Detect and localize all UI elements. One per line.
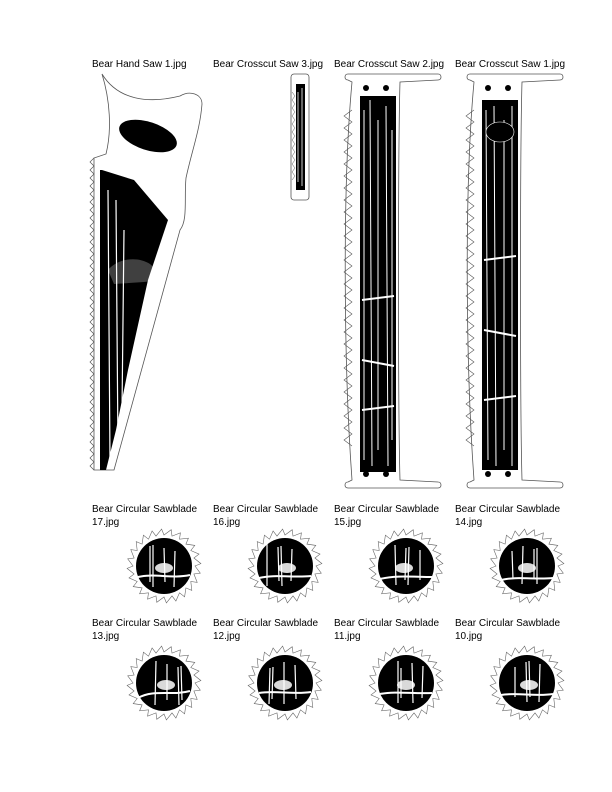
caption-blade-13: Bear Circular Sawblade 13.jpg	[92, 618, 198, 642]
sawblade-16-image	[247, 528, 323, 604]
caption-blade-17: Bear Circular Sawblade 17.jpg	[92, 504, 198, 528]
crosscut-saw-3-image	[289, 72, 311, 202]
caption-bear-crosscut-saw-3: Bear Crosscut Saw 3.jpg	[213, 59, 324, 70]
crosscut-saw-1-image	[460, 70, 566, 492]
crosscut-saw-2-image	[338, 70, 444, 492]
caption-blade-10: Bear Circular Sawblade 10.jpg	[455, 618, 561, 642]
caption-blade-11: Bear Circular Sawblade 11.jpg	[334, 618, 440, 642]
caption-bear-crosscut-saw-1: Bear Crosscut Saw 1.jpg	[455, 59, 566, 70]
caption-blade-12: Bear Circular Sawblade 12.jpg	[213, 618, 319, 642]
caption-bear-crosscut-saw-2: Bear Crosscut Saw 2.jpg	[334, 59, 445, 70]
caption-blade-15: Bear Circular Sawblade 15.jpg	[334, 504, 440, 528]
sawblade-12-image	[247, 645, 323, 721]
caption-blade-16: Bear Circular Sawblade 16.jpg	[213, 504, 319, 528]
sawblade-13-image	[126, 645, 202, 721]
sawblade-15-image	[368, 528, 444, 604]
caption-blade-14: Bear Circular Sawblade 14.jpg	[455, 504, 561, 528]
hand-saw-image	[88, 70, 206, 475]
caption-bear-hand-saw-1: Bear Hand Saw 1.jpg	[92, 59, 187, 70]
sawblade-11-image	[368, 645, 444, 721]
sawblade-14-image	[489, 528, 565, 604]
sawblade-17-image	[126, 528, 202, 604]
sawblade-10-image	[489, 645, 565, 721]
